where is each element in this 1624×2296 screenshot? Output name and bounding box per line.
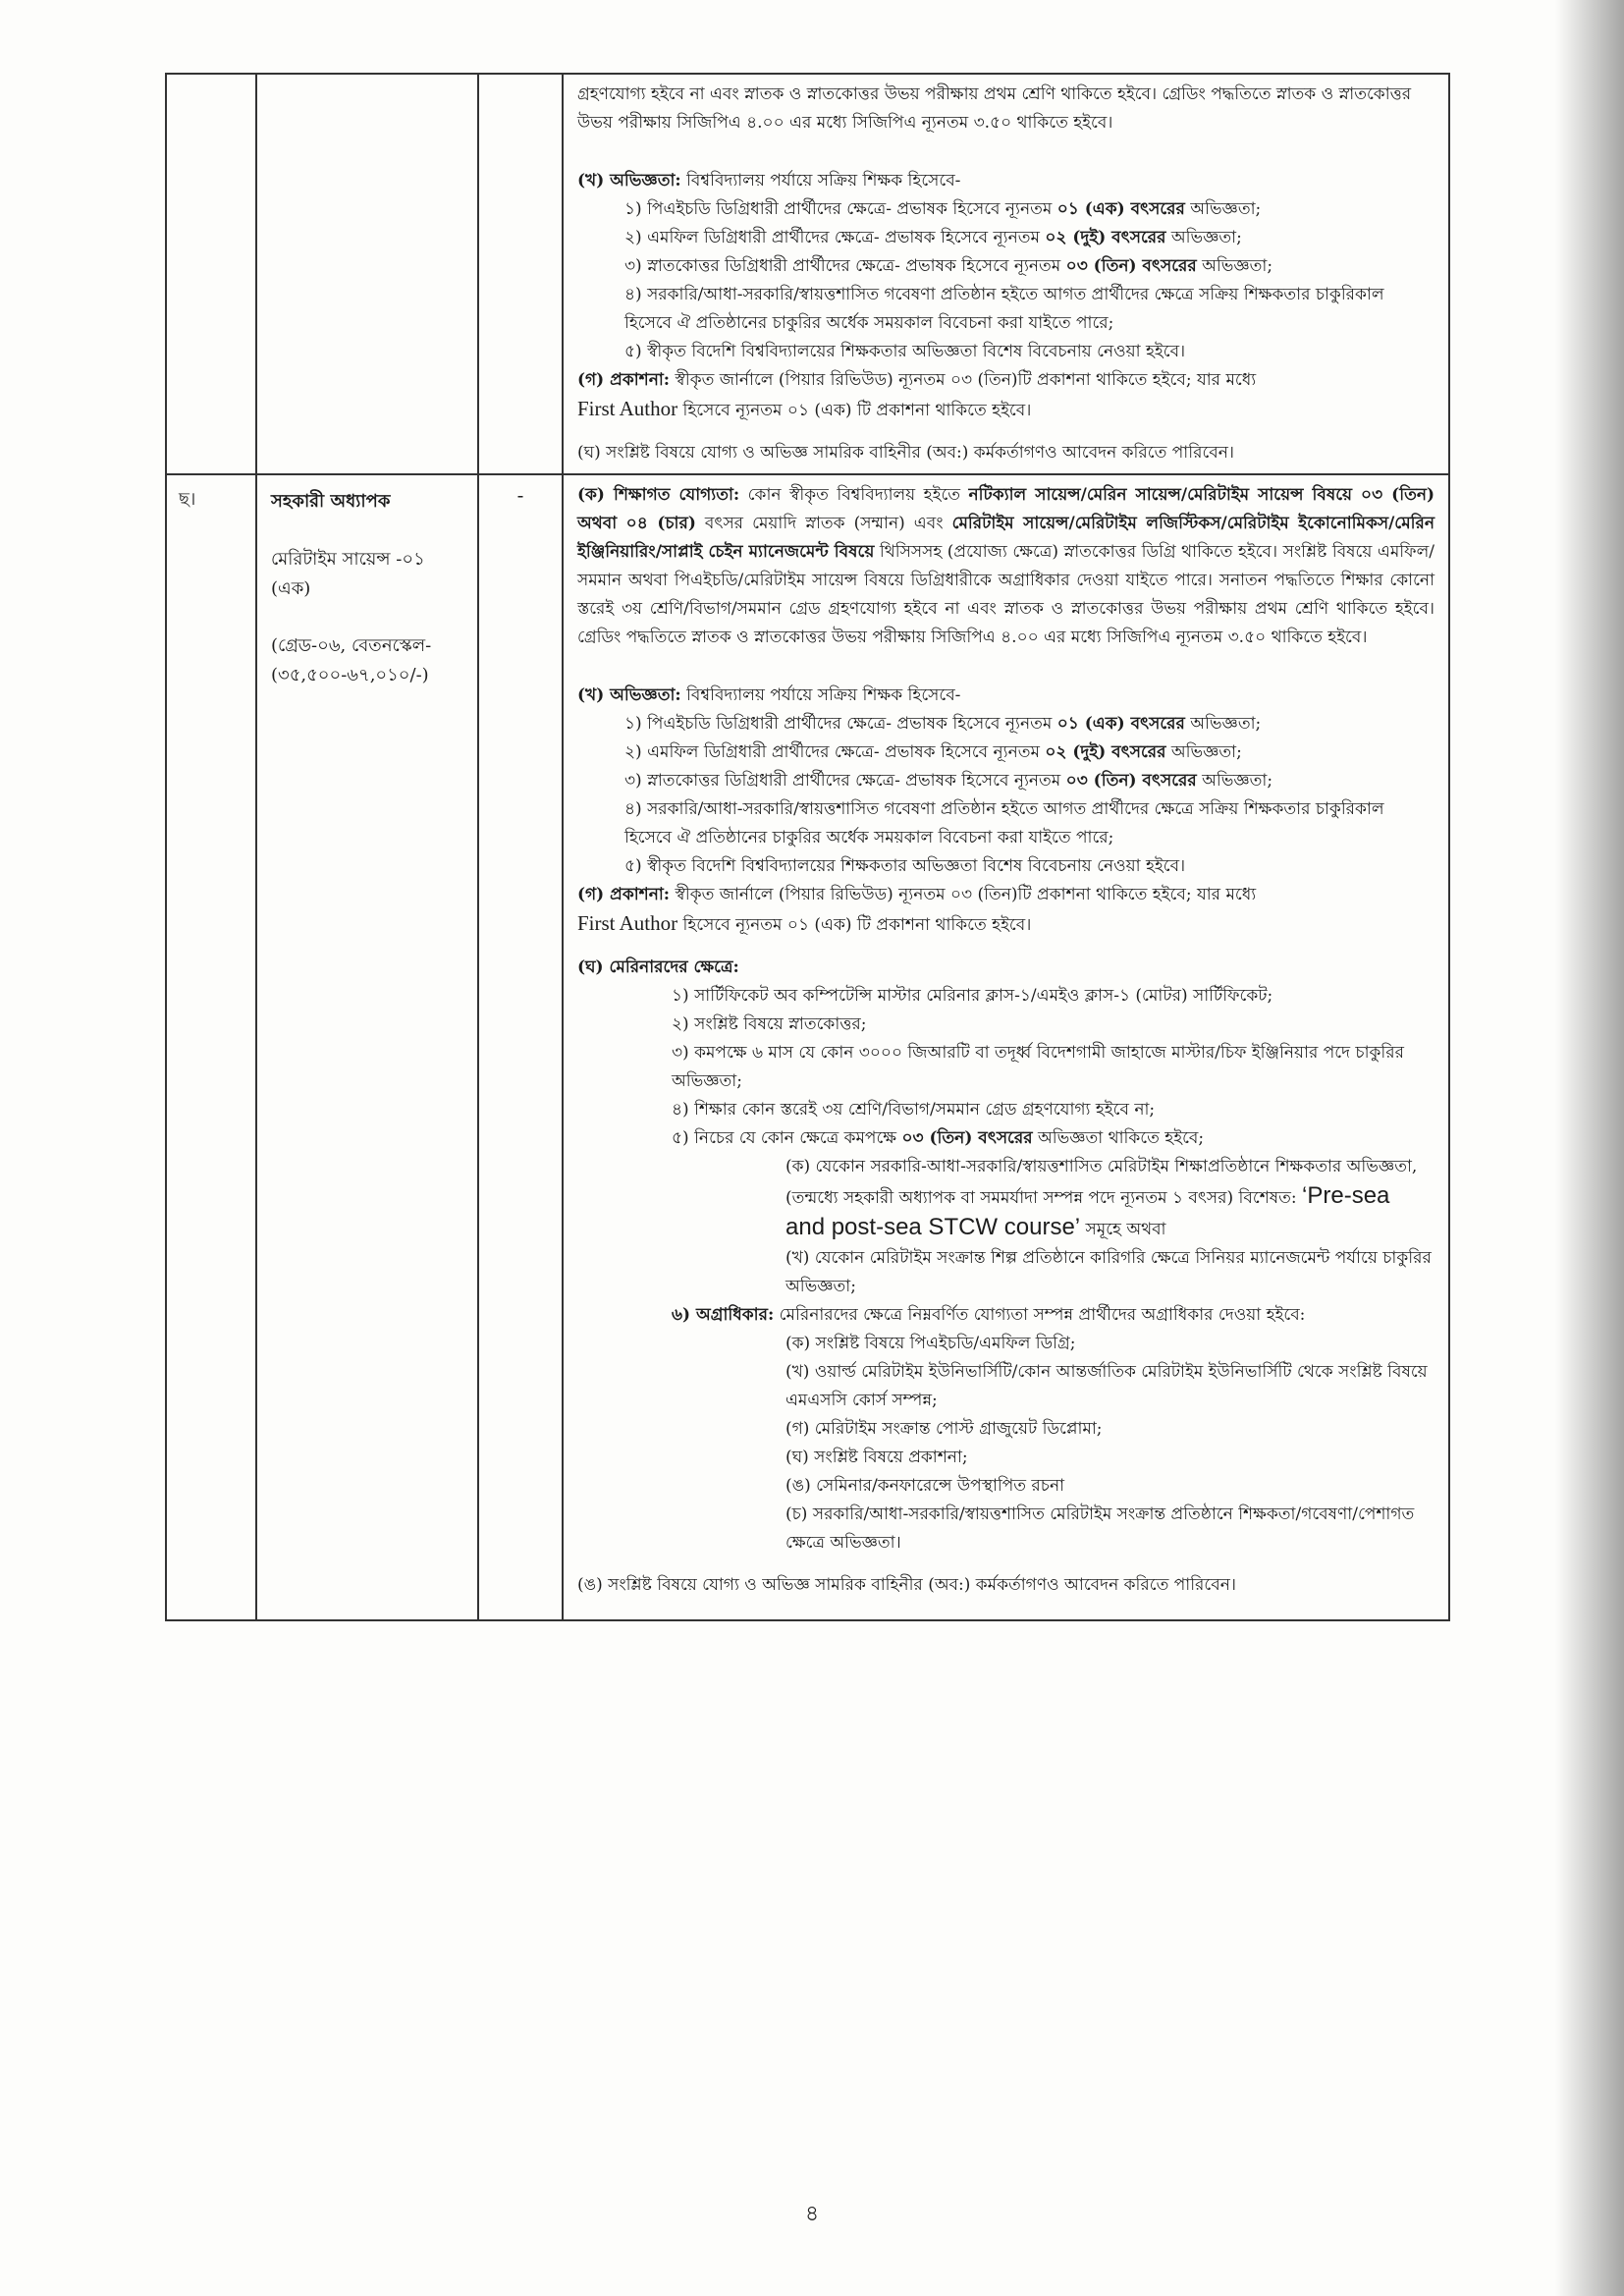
list-item: ৩) স্নাতকোত্তর ডিগ্রিধারী প্রার্থীদের ক্ষেত্রে- প্রভাষক হিসেবে ন্যূনতম ০৩ (তিন) বৎসরের অভিজ্ঞতা; xyxy=(624,771,1273,791)
serial-cell-empty xyxy=(166,74,256,474)
quota-cell: - xyxy=(478,474,563,1620)
experience-section: (খ) অভিজ্ঞতা: বিশ্ববিদ্যালয় পর্যায়ে সক্রিয় শিক্ষক হিসেবে- xyxy=(577,685,961,705)
serial-cell: ছ। xyxy=(166,474,256,1620)
list-item: ৫) নিচের যে কোন ক্ষেত্রে কমপক্ষে ০৩ (তিন) বৎসরের অভিজ্ঞতা থাকিতে হইবে; xyxy=(672,1128,1205,1148)
list-item: (খ) ওয়ার্ল্ড মেরিটাইম ইউনিভার্সিটি/কোন আন্তর্জাতিক মেরিটাইম ইউনিভার্সিটি থেকে সংশ্লিষ্ট বিষয়ে এমএসসি কোর্স সম্পন্ন; xyxy=(785,1362,1428,1410)
list-item: (ক) সংশ্লিষ্ট বিষয়ে পিএইচডি/এমফিল ডিগ্রি; xyxy=(785,1334,1076,1353)
post-cell xyxy=(256,474,478,1620)
list-item: ৪) সরকারি/আধা-সরকারি/স্বায়ত্তশাসিত গবেষণা প্রতিষ্ঠান হইতে আগত প্রার্থীদের ক্ষেত্রে সক্রিয় শিক্ষকতার চাকুরিকাল হিসেবে ঐ প্রতিষ্ঠানের চাকুরির অর্ধেক সময়কাল বিবেচনা করা যাইতে পারে; xyxy=(624,285,1384,333)
list-item: (ক) যেকোন সরকারি-আধা-সরকারি/স্বায়ত্তশাসিত মেরিটাইম শিক্ষাপ্রতিষ্ঠানে শিক্ষকতার অভিজ্ঞতা, (তন্মধ্যে সহকারী অধ্যাপক বা সমমর্যাদা সম্পন্ন পদে ন্যূনতম ১ বৎসর) বিশেষত: ‘Pre-sea and post-sea STCW course’ সমূহে অথবা xyxy=(785,1157,1418,1240)
list-item: ২) এমফিল ডিগ্রিধারী প্রার্থীদের ক্ষেত্রে- প্রভাষক হিসেবে ন্যূনতম ০২ (দুই) বৎসরের অভিজ্ঞতা; xyxy=(624,228,1242,247)
experience-section: (খ) অভিজ্ঞতা: বিশ্ববিদ্যালয় পর্যায়ে সক্রিয় শিক্ষক হিসেবে- xyxy=(577,171,961,191)
retired-officers-note: (ঘ) সংশ্লিষ্ট বিষয়ে যোগ্য ও অভিজ্ঞ সামরিক বাহিনীর (অব:) কর্মকর্তাগণও আবেদন করিতে পারিবেন। xyxy=(577,443,1234,463)
priority-list xyxy=(672,1330,1435,1558)
publication-line-2: First Author হিসেবে ন্যূনতম ০১ (এক) টি প্রকাশনা থাকিতে হইবে। xyxy=(577,911,1032,935)
experience-list xyxy=(577,195,1435,366)
experience-list xyxy=(577,710,1435,881)
list-item: ৫) স্বীকৃত বিদেশি বিশ্ববিদ্যালয়ের শিক্ষকতার অভিজ্ঞতা বিশেষ বিবেচনায় নেওয়া হইবে। xyxy=(624,856,1186,876)
mariner-sub-list xyxy=(672,1153,1435,1301)
list-item: ১) সার্টিফিকেট অব কম্পিটেন্সি মাস্টার মেরিনার ক্লাস-১/এমইও ক্লাস-১ (মোটর) সার্টিফিকেট; xyxy=(672,986,1273,1006)
list-item: ৪) শিক্ষার কোন স্তরেই ৩য় শ্রেণি/বিভাগ/সমমান গ্রেড গ্রহণযোগ্য হইবে না; xyxy=(672,1100,1156,1120)
publication-line-2: First Author হিসেবে ন্যূনতম ০১ (এক) টি প্রকাশনা থাকিতে হইবে। xyxy=(577,397,1032,420)
list-item: ৩) স্নাতকোত্তর ডিগ্রিধারী প্রার্থীদের ক্ষেত্রে- প্রভাষক হিসেবে ন্যূনতম ০৩ (তিন) বৎসরের অভিজ্ঞতা; xyxy=(624,256,1273,276)
list-item: ১) পিএইচডি ডিগ্রিধারী প্রার্থীদের ক্ষেত্রে- প্রভাষক হিসেবে ন্যূনতম ০১ (এক) বৎসরের অভিজ্ঞতা; xyxy=(624,714,1262,734)
list-item: (চ) সরকারি/আধা-সরকারি/স্বায়ত্তশাসিত মেরিটাইম সংক্রান্ত প্রতিষ্ঠানে শিক্ষকতা/গবেষণা/পেশাগত ক্ষেত্রে অভিজ্ঞতা। xyxy=(785,1504,1415,1553)
page-number: ৪ xyxy=(804,2202,820,2226)
post-subject: মেরিটাইম সায়েন্স -০১ (এক) xyxy=(271,549,425,599)
mariner-list xyxy=(577,982,1435,1558)
table-row-previous xyxy=(166,74,1449,474)
mariner-heading: (ঘ) মেরিনারদের ক্ষেত্রে: xyxy=(577,957,739,977)
priority-section: ৬) অগ্রাধিকার: মেরিনারদের ক্ষেত্রে নিম্নবর্ণিত যোগ্যতা সম্পন্ন প্রার্থীদের অগ্রাধিকার দেওয়া হইবে: xyxy=(672,1305,1306,1325)
publication-section: (গ) প্রকাশনা: স্বীকৃত জার্নালে (পিয়ার রিভিউড) ন্যূনতম ০৩ (তিন)টি প্রকাশনা থাকিতে হইবে; যার মধ্যে xyxy=(577,370,1257,390)
list-item: (ঙ) সেমিনার/কনফারেন্সে উপস্থাপিত রচনা xyxy=(785,1476,1065,1496)
requirements-cell xyxy=(563,74,1449,474)
list-item: ৪) সরকারি/আধা-সরকারি/স্বায়ত্তশাসিত গবেষণা প্রতিষ্ঠান হইতে আগত প্রার্থীদের ক্ষেত্রে সক্রিয় শিক্ষকতার চাকুরিকাল হিসেবে ঐ প্রতিষ্ঠানের চাকুরির অর্ধেক সময়কাল বিবেচনা করা যাইতে পারে; xyxy=(624,799,1384,847)
table-row-assistant-professor xyxy=(166,474,1449,1620)
scan-shadow xyxy=(1555,0,1624,2296)
list-item: ২) সংশ্লিষ্ট বিষয়ে স্নাতকোত্তর; xyxy=(672,1014,867,1034)
list-item: (ঘ) সংশ্লিষ্ট বিষয়ে প্রকাশনা; xyxy=(785,1448,968,1467)
post-cell-empty xyxy=(256,74,478,474)
qualification-tail: গ্রহণযোগ্য হইবে না এবং স্নাতক ও স্নাতকোত্তর উভয় পরীক্ষায় প্রথম শ্রেণি থাকিতে হইবে। গ্রেডিং পদ্ধতিতে স্নাতক ও স্নাতকোত্তর উভয় পরীক্ষায় সিজিপিএ ৪.০০ এর মধ্যে সিজিপিএ ন্যূনতম ৩.৫০ থাকিতে হইবে। xyxy=(577,84,1412,133)
post-title: সহকারী অধ্যাপক xyxy=(271,491,391,512)
list-item: ১) পিএইচডি ডিগ্রিধারী প্রার্থীদের ক্ষেত্রে- প্রভাষক হিসেবে ন্যূনতম ০১ (এক) বৎসরের অভিজ্ঞতা; xyxy=(624,199,1262,219)
quota-cell-empty xyxy=(478,74,563,474)
recruitment-table xyxy=(165,73,1450,1621)
post-grade: (গ্রেড-০৬, বেতনস্কেল- (৩৫,৫০০-৬৭,০১০/-) xyxy=(271,635,432,685)
list-item: (গ) মেরিটাইম সংক্রান্ত পোস্ট গ্রাজুয়েট ডিপ্লোমা; xyxy=(785,1419,1103,1439)
list-item: ৫) স্বীকৃত বিদেশি বিশ্ববিদ্যালয়ের শিক্ষকতার অভিজ্ঞতা বিশেষ বিবেচনায় নেওয়া হইবে। xyxy=(624,342,1186,361)
experience-heading: (খ) অভিজ্ঞতা: xyxy=(577,171,681,191)
list-item: (খ) যেকোন মেরিটাইম সংক্রান্ত শিল্প প্রতিষ্ঠানে কারিগরি ক্ষেত্রে সিনিয়র ম্যানেজমেন্ট পর্যায়ে চাকুরির অভিজ্ঞতা; xyxy=(785,1248,1432,1296)
requirements-cell xyxy=(563,474,1449,1620)
retired-officers-note: (ঙ) সংশ্লিষ্ট বিষয়ে যোগ্য ও অভিজ্ঞ সামরিক বাহিনীর (অব:) কর্মকর্তাগণও আবেদন করিতে পারিবেন। xyxy=(577,1575,1236,1595)
list-item: ২) এমফিল ডিগ্রিধারী প্রার্থীদের ক্ষেত্রে- প্রভাষক হিসেবে ন্যূনতম ০২ (দুই) বৎসরের অভিজ্ঞতা; xyxy=(624,742,1242,762)
publication-section: (গ) প্রকাশনা: স্বীকৃত জার্নালে (পিয়ার রিভিউড) ন্যূনতম ০৩ (তিন)টি প্রকাশনা থাকিতে হইবে; যার মধ্যে xyxy=(577,885,1257,904)
qualification-section: (ক) শিক্ষাগত যোগ্যতা: কোন স্বীকৃত বিশ্ববিদ্যালয় হইতে নটিক্যাল সায়েন্স/মেরিন সায়েন্স/মেরিটাইম সায়েন্স বিষয়ে ০৩ (তিন) অথবা ০৪ (চার) বৎসর মেয়াদি স্নাতক (সম্মান) এবং মেরিটাইম সায়েন্স/মেরিটাইম লজিস্টিকস/মেরিটাইম ইকোনোমিকস/মেরিন ইঞ্জিনিয়ারিং/সাপ্লাই চেইন ম্যানেজমেন্ট বিষয়ে থিসিসসহ (প্রযোজ্য ক্ষেত্রে) স্নাতকোত্তর ডিগ্রি থাকিতে হইবে। সংশ্লিষ্ট বিষয়ে এমফিল/সমমান অথবা পিএইচডি/মেরিটাইম সায়েন্স বিষয়ে ডিগ্রিধারীকে অগ্রাধিকার দেওয়া যাইতে পারে। সনাতন পদ্ধতিতে শিক্ষার কোনো স্তরেই ৩য় শ্রেণি/বিভাগ/সমমান গ্রেড গ্রহণযোগ্য হইবে না এবং স্নাতক ও স্নাতকোত্তর উভয় পরীক্ষায় প্রথম শ্রেণি থাকিতে হইবে। গ্রেডিং পদ্ধতিতে স্নাতক ও স্নাতকোত্তর উভয় পরীক্ষায় সিজিপিএ ৪.০০ এর মধ্যে সিজিপিএ ন্যূনতম ৩.৫০ থাকিতে হইবে। xyxy=(577,485,1435,647)
list-item: ৩) কমপক্ষে ৬ মাস যে কোন ৩০০০ জিআরটি বা তদূর্ধ্ব বিদেশগামী জাহাজে মাস্টার/চিফ ইঞ্জিনিয়ার পদে চাকুরির অভিজ্ঞতা; xyxy=(672,1043,1404,1091)
